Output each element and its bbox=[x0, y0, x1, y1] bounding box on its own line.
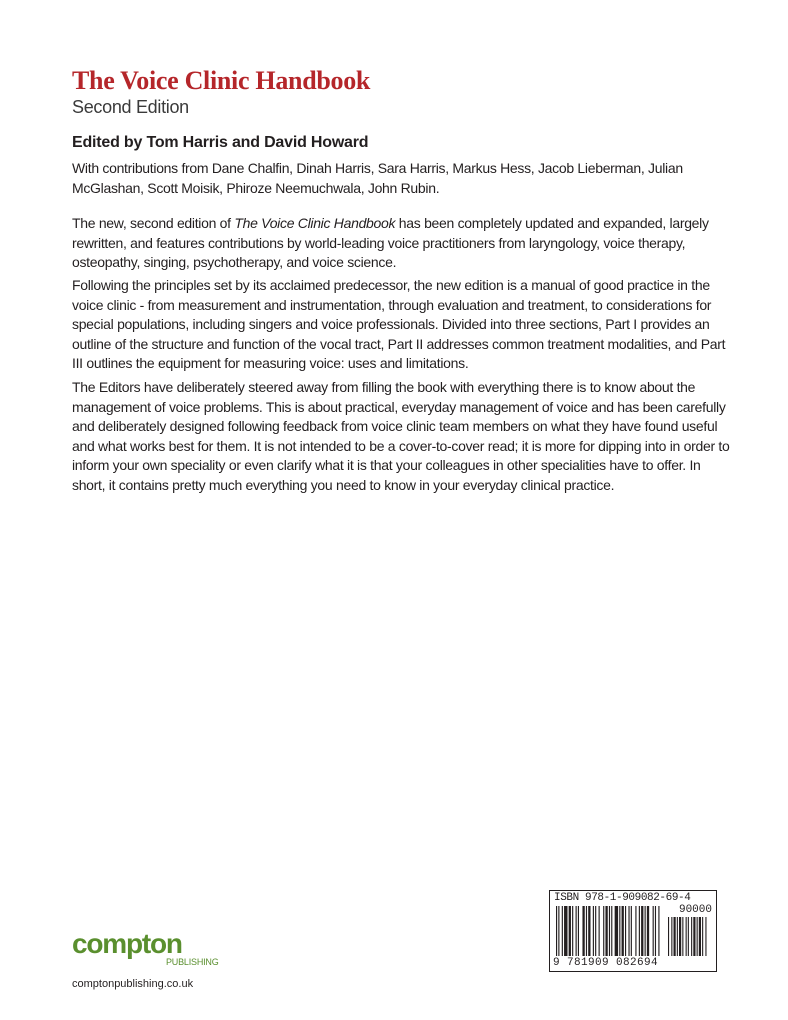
barcode-bar bbox=[625, 906, 626, 956]
contributors-line: With contributions from Dane Chalfin, Dinah Harris, Sara Harris, Markus Hess, Jacob Lieberman, Julian McGlashan, Scott Moisik, Phiroze Neemuchwala, John Rubin. bbox=[72, 160, 683, 196]
barcode-bar bbox=[572, 906, 573, 956]
barcode-bar bbox=[611, 906, 612, 956]
publisher-logo-subtitle: PUBLISHING bbox=[166, 957, 219, 967]
isbn-label: ISBN 978-1-909082-69-4 bbox=[554, 892, 691, 904]
barcode-addon-bar bbox=[674, 917, 676, 956]
publisher-website: comptonpublishing.co.uk bbox=[72, 978, 194, 990]
book-title: The Voice Clinic Handbook bbox=[72, 66, 371, 95]
barcode-bar bbox=[562, 906, 563, 956]
barcode-addon-bar bbox=[697, 917, 698, 956]
barcode-bar bbox=[609, 906, 610, 956]
barcode-addon-bar bbox=[693, 917, 695, 956]
barcode-bar bbox=[653, 906, 654, 956]
barcode-addon-bar bbox=[682, 917, 683, 956]
p1-lead: The new, second edition of bbox=[72, 215, 235, 231]
barcode-addon-bar bbox=[668, 917, 669, 956]
barcode-bar bbox=[641, 906, 643, 956]
barcode-addon-bar bbox=[679, 917, 681, 956]
barcode-bar bbox=[639, 906, 640, 956]
publisher-logo bbox=[72, 928, 219, 967]
barcode-bar bbox=[582, 906, 584, 956]
barcode-bar bbox=[622, 906, 624, 956]
ean-digits: 9 781909 082694 bbox=[553, 957, 659, 969]
barcode-bar bbox=[556, 906, 557, 956]
barcode-addon-bar bbox=[702, 917, 703, 956]
barcode-bar bbox=[631, 906, 632, 956]
publisher-logo-wordmark: compton bbox=[72, 928, 182, 959]
barcode-bar bbox=[599, 906, 600, 956]
barcode-bar bbox=[595, 906, 596, 956]
barcode-addon-bar bbox=[677, 917, 678, 956]
barcode-bar bbox=[619, 906, 620, 956]
description-paragraph-1 bbox=[72, 214, 732, 273]
barcode-bar bbox=[655, 906, 656, 956]
barcode-bar bbox=[658, 906, 659, 956]
barcode-bar bbox=[569, 906, 571, 956]
barcode-addon-bar bbox=[688, 917, 689, 956]
barcode-bar bbox=[605, 906, 607, 956]
barcode-bar bbox=[647, 906, 649, 956]
barcode-bar bbox=[628, 906, 629, 956]
barcode-addon-bar bbox=[686, 917, 687, 956]
barcode-bar bbox=[588, 906, 590, 956]
description-paragraph-2: Following the principles set by its acclaimed predecessor, the new edition is a manual of good practice in the voice clinic - from measurement and instrumentation, through evaluation and treatment, to considerations for special populations, including singers and voice professionals. Divided into three sections, Part I provides an outline of the structure and function of the vocal tract, Part II addresses common treatment modalities, and Part III outlines the equipment for measuring voice: uses and limitations. bbox=[72, 277, 726, 371]
barcode-addon-bar bbox=[699, 917, 701, 956]
edition-label: Second Edition bbox=[72, 97, 189, 117]
barcode-bar bbox=[578, 906, 579, 956]
barcode-bar bbox=[586, 906, 587, 956]
description-paragraph-3: The Editors have deliberately steered away from filling the book with everything there is to know about the management of voice problems. This is about practical, everyday management of voice and has been carefully and deliberately designed following feedback from voice clinic team members on what they have found useful and what works best for them. It is not intended to be a cover-to-cover read; it is more for dipping into in order to inform your own speciality or even clarify what it is that your colleagues in other specialities have to offer. In short, it contains pretty much everything you need to know in your everyday clinical practice. bbox=[72, 379, 730, 493]
barcode-bar bbox=[558, 906, 559, 956]
barcode-bar bbox=[593, 906, 594, 956]
price-code: 90000 bbox=[678, 904, 712, 916]
p1-book-title: The Voice Clinic Handbook bbox=[234, 215, 396, 231]
barcode-bar bbox=[576, 906, 577, 956]
barcode-bar bbox=[615, 906, 618, 956]
p1-rest: has been completely updated and expanded, largely rewritten, and features contributions by world-leading voice practitioners from laryngology, voice therapy, osteopathy, singing, psychotherapy, and voice science. bbox=[72, 215, 709, 270]
barcode-addon-bar bbox=[671, 917, 672, 956]
barcode-bar bbox=[564, 906, 567, 956]
editors-line: Edited by Tom Harris and David Howard bbox=[72, 134, 369, 151]
barcode-addon-bar bbox=[691, 917, 692, 956]
isbn-barcode bbox=[549, 890, 717, 972]
barcode-bar bbox=[635, 906, 636, 956]
barcode-addon-bar bbox=[705, 917, 706, 956]
barcode-bar bbox=[603, 906, 604, 956]
barcode-bar bbox=[645, 906, 646, 956]
